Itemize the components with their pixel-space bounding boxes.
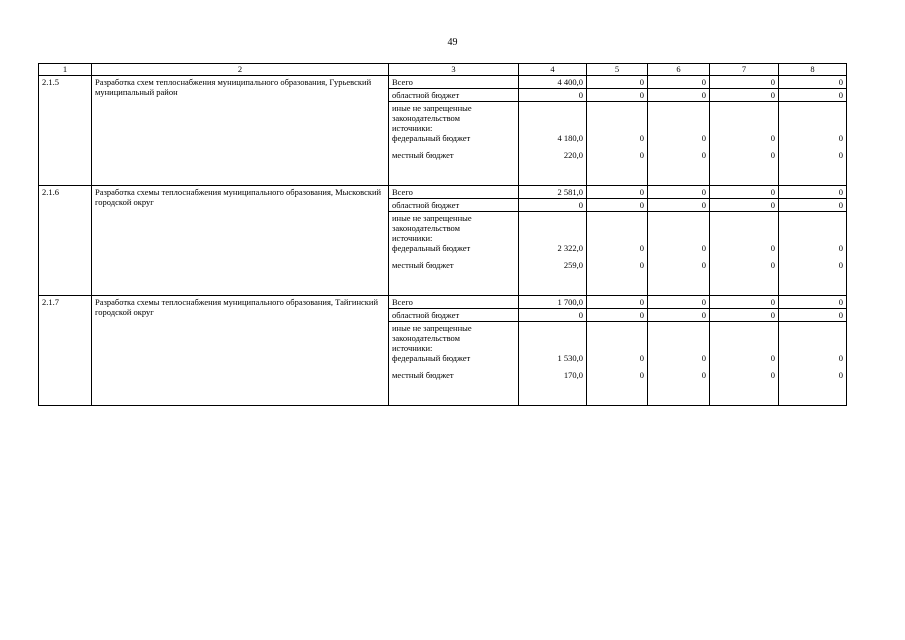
project-code: 2.1.7 (39, 296, 92, 406)
page-number: 49 (447, 37, 458, 48)
value-cell: 0 (587, 296, 648, 309)
source-label-local: местный бюджет (392, 370, 454, 380)
value-cell: 0 (648, 309, 710, 322)
value-local: 0 (838, 150, 843, 160)
value-local: 0 (770, 150, 775, 160)
header-cell: 2 (92, 64, 389, 76)
value-cell: 1 700,0 (519, 296, 587, 309)
value-cell: 0 (519, 199, 587, 212)
source-other-cell (389, 102, 519, 186)
spacer (713, 103, 775, 133)
source-note-line: законодательством (392, 333, 461, 343)
value-stack-cell (519, 212, 587, 296)
source-label-total: Всего (389, 296, 519, 309)
value-federal: 0 (838, 243, 843, 253)
value-stack-cell (648, 212, 710, 296)
value-local: 0 (701, 260, 706, 270)
source-other-cell (389, 322, 519, 406)
source-label-local: местный бюджет (392, 260, 454, 270)
header-cell: 7 (710, 64, 779, 76)
value-cell: 0 (710, 309, 779, 322)
spacer (713, 363, 775, 370)
value-cell: 0 (710, 186, 779, 199)
source-note-line: источники: (392, 123, 433, 133)
source-note-line: законодательством (392, 113, 461, 123)
spacer (590, 143, 644, 150)
spacer (522, 323, 583, 353)
value-local: 220,0 (563, 150, 583, 160)
source-note-line: источники: (392, 343, 433, 353)
value-local: 170,0 (563, 370, 583, 380)
source-label-federal: федеральный бюджет (392, 133, 471, 143)
spacer (392, 363, 515, 370)
value-stack-cell (648, 322, 710, 406)
source-label-regional: областной бюджет (389, 89, 519, 102)
value-stack-cell (587, 322, 648, 406)
value-local: 0 (639, 150, 644, 160)
value-stack-cell (710, 322, 779, 406)
spacer (651, 323, 706, 353)
spacer (522, 213, 583, 243)
project-title: Разработка схемы теплоснабжения муниципального образования, Тайгинский городской округ (92, 296, 389, 406)
source-label-local: местный бюджет (392, 150, 454, 160)
source-note-line: иные не запрещенные (392, 103, 472, 113)
spacer (651, 363, 706, 370)
source-label-regional: областной бюджет (389, 199, 519, 212)
source-note-line: законодательством (392, 223, 461, 233)
spacer (590, 323, 644, 353)
table-row (39, 186, 847, 199)
value-cell: 0 (779, 76, 847, 89)
value-cell: 0 (648, 186, 710, 199)
value-cell: 0 (710, 76, 779, 89)
spacer (782, 213, 843, 243)
spacer (651, 143, 706, 150)
header-cell: 6 (648, 64, 710, 76)
value-federal: 0 (701, 133, 706, 143)
spacer (651, 253, 706, 260)
spacer (782, 323, 843, 353)
source-note-line: источники: (392, 233, 433, 243)
value-cell: 2 581,0 (519, 186, 587, 199)
spacer (713, 253, 775, 260)
value-cell: 0 (710, 199, 779, 212)
value-federal: 0 (770, 353, 775, 363)
spacer (713, 143, 775, 150)
value-local: 0 (701, 150, 706, 160)
value-federal: 2 322,0 (557, 243, 583, 253)
value-stack-cell (779, 212, 847, 296)
source-note-line: иные не запрещенные (392, 323, 472, 333)
value-stack-cell (519, 102, 587, 186)
value-cell: 0 (779, 309, 847, 322)
spacer (522, 253, 583, 260)
source-label-federal: федеральный бюджет (392, 353, 471, 363)
source-note-line: иные не запрещенные (392, 213, 472, 223)
value-local: 0 (701, 370, 706, 380)
header-cell: 8 (779, 64, 847, 76)
spacer (590, 363, 644, 370)
value-local: 0 (770, 260, 775, 270)
source-label-federal: федеральный бюджет (392, 243, 471, 253)
header-cell: 1 (39, 64, 92, 76)
value-federal: 0 (701, 353, 706, 363)
spacer (392, 253, 515, 260)
value-cell: 0 (779, 89, 847, 102)
value-federal: 0 (639, 243, 644, 253)
value-federal: 1 530,0 (557, 353, 583, 363)
spacer (782, 253, 843, 260)
source-label-regional: областной бюджет (389, 309, 519, 322)
value-stack-cell (779, 102, 847, 186)
table-row (39, 296, 847, 309)
value-cell: 0 (519, 309, 587, 322)
source-label-total: Всего (389, 76, 519, 89)
value-cell: 0 (587, 186, 648, 199)
source-label-total: Всего (389, 186, 519, 199)
value-cell: 0 (587, 89, 648, 102)
value-stack-cell (710, 212, 779, 296)
header-cell: 4 (519, 64, 587, 76)
value-cell: 0 (648, 199, 710, 212)
spacer (522, 143, 583, 150)
project-code: 2.1.5 (39, 76, 92, 186)
spacer (392, 143, 515, 150)
value-cell: 0 (779, 296, 847, 309)
value-cell: 0 (648, 76, 710, 89)
value-stack-cell (587, 212, 648, 296)
value-local: 0 (838, 260, 843, 270)
project-title: Разработка схемы теплоснабжения муниципального образования, Мысковский городской округ (92, 186, 389, 296)
value-cell: 0 (648, 296, 710, 309)
value-cell: 0 (587, 199, 648, 212)
spacer (590, 253, 644, 260)
value-cell: 0 (648, 89, 710, 102)
value-local: 0 (639, 370, 644, 380)
project-code: 2.1.6 (39, 186, 92, 296)
spacer (651, 103, 706, 133)
table-row (39, 76, 847, 89)
value-federal: 0 (770, 243, 775, 253)
source-other-cell (389, 212, 519, 296)
spacer (651, 213, 706, 243)
value-federal: 0 (770, 133, 775, 143)
spacer (522, 363, 583, 370)
spacer (590, 213, 644, 243)
value-cell: 0 (587, 309, 648, 322)
spacer (782, 143, 843, 150)
value-cell: 4 400,0 (519, 76, 587, 89)
spacer (713, 213, 775, 243)
header-row (39, 64, 847, 76)
value-stack-cell (779, 322, 847, 406)
project-title: Разработка схем теплоснабжения муниципального образования, Гурьевский муниципальный район (92, 76, 389, 186)
value-federal: 0 (838, 353, 843, 363)
value-local: 0 (639, 260, 644, 270)
value-cell: 0 (779, 186, 847, 199)
header-cell: 5 (587, 64, 648, 76)
spacer (713, 323, 775, 353)
value-stack-cell (710, 102, 779, 186)
value-federal: 0 (838, 133, 843, 143)
value-stack-cell (648, 102, 710, 186)
value-cell: 0 (587, 76, 648, 89)
value-cell: 0 (779, 199, 847, 212)
value-federal: 4 180,0 (557, 133, 583, 143)
value-cell: 0 (710, 89, 779, 102)
spacer (522, 103, 583, 133)
spacer (782, 103, 843, 133)
value-local: 0 (838, 370, 843, 380)
value-cell: 0 (710, 296, 779, 309)
value-local: 0 (770, 370, 775, 380)
value-federal: 0 (639, 353, 644, 363)
value-federal: 0 (701, 243, 706, 253)
spacer (782, 363, 843, 370)
value-local: 259,0 (563, 260, 583, 270)
value-federal: 0 (639, 133, 644, 143)
value-cell: 0 (519, 89, 587, 102)
value-stack-cell (587, 102, 648, 186)
budget-table (38, 63, 847, 406)
value-stack-cell (519, 322, 587, 406)
spacer (590, 103, 644, 133)
header-cell: 3 (389, 64, 519, 76)
